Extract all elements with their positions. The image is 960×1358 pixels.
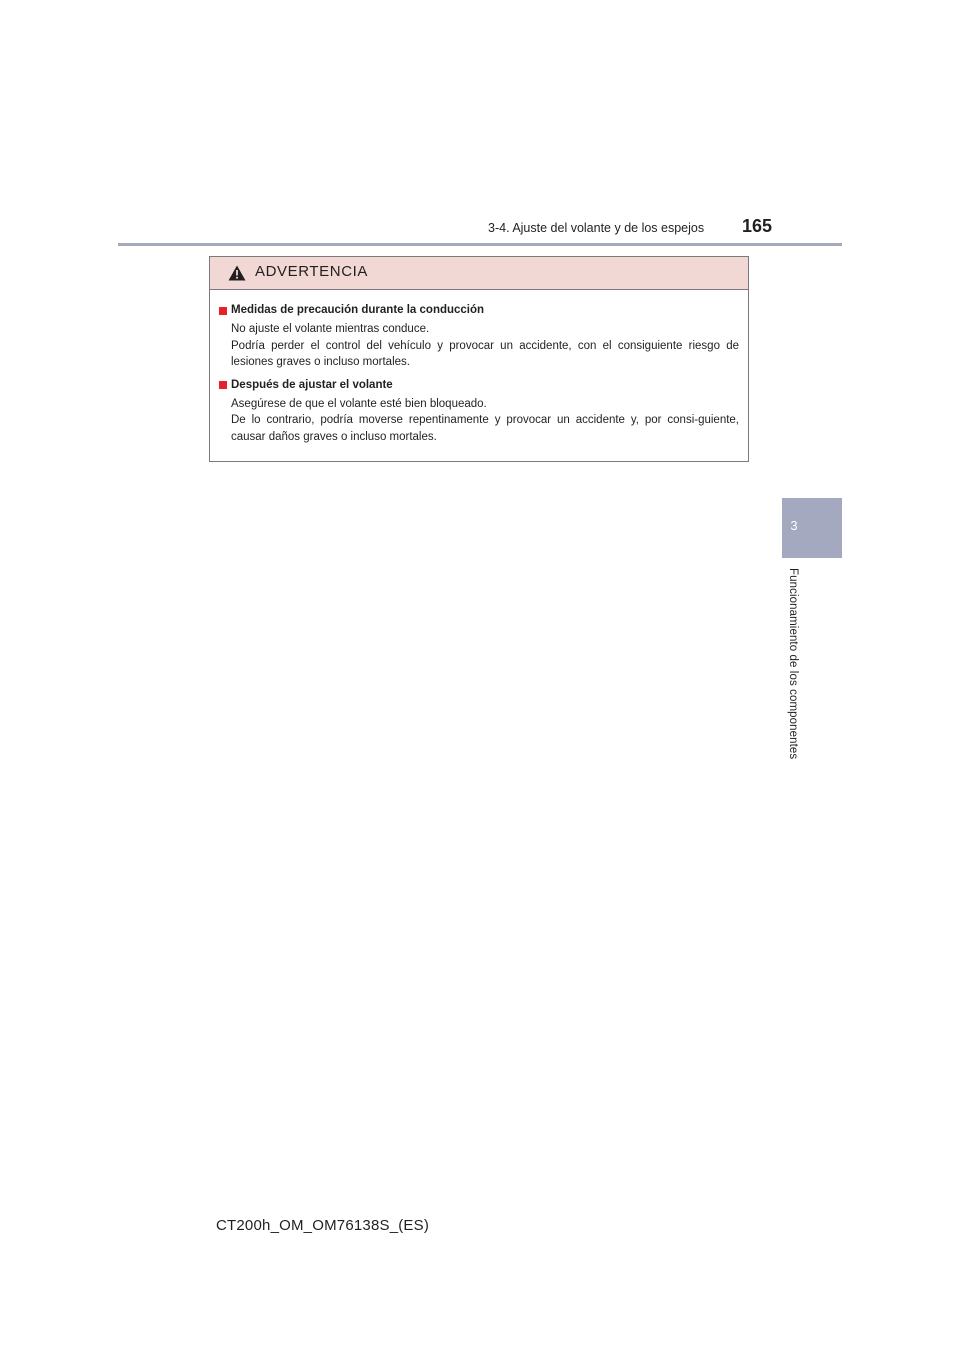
warning-item-heading-text: Medidas de precaución durante la conducción [231,304,485,316]
header-rule [118,243,842,246]
warning-item-line: Asegúrese de que el volante esté bien bloqueado. [231,397,487,410]
warning-item-heading-text: Después de ajustar el volante [231,378,393,391]
warning-item-line: De lo contrario, podría moverse repentinamente y provocar un accidente y, por consi-guiente, causar daños graves o incluso mortales. [231,414,739,443]
chapter-title-text: Funcionamiento de los componentes [787,568,799,760]
warning-item-text [219,396,739,446]
square-bullet-icon [219,381,227,389]
chapter-number: 3 [790,518,798,533]
warning-box [209,256,749,462]
square-bullet-icon [219,307,227,315]
page-number: 165 [742,216,773,236]
warning-item-line: Podría perder el control del vehículo y provocar un accidente, con el consiguiente riesgo de lesiones graves o incluso mortales. [231,339,739,368]
warning-triangle-icon [228,265,246,281]
warning-body [210,290,748,445]
warning-header [210,257,748,290]
warning-item-text [219,321,739,371]
warning-item-heading [219,302,739,319]
warning-title: ADVERTENCIA [255,263,369,280]
chapter-title [787,568,803,778]
document-code: CT200h_OM_OM76138S_(ES) [216,1217,430,1234]
warning-item-line: No ajuste el volante mientras conduce. [231,323,430,335]
warning-item-heading [219,377,739,394]
warning-item [219,302,739,371]
warning-item [219,377,739,446]
chapter-tab[interactable] [782,498,842,558]
running-header-section: 3-4. Ajuste del volante y de los espejos [488,221,705,235]
